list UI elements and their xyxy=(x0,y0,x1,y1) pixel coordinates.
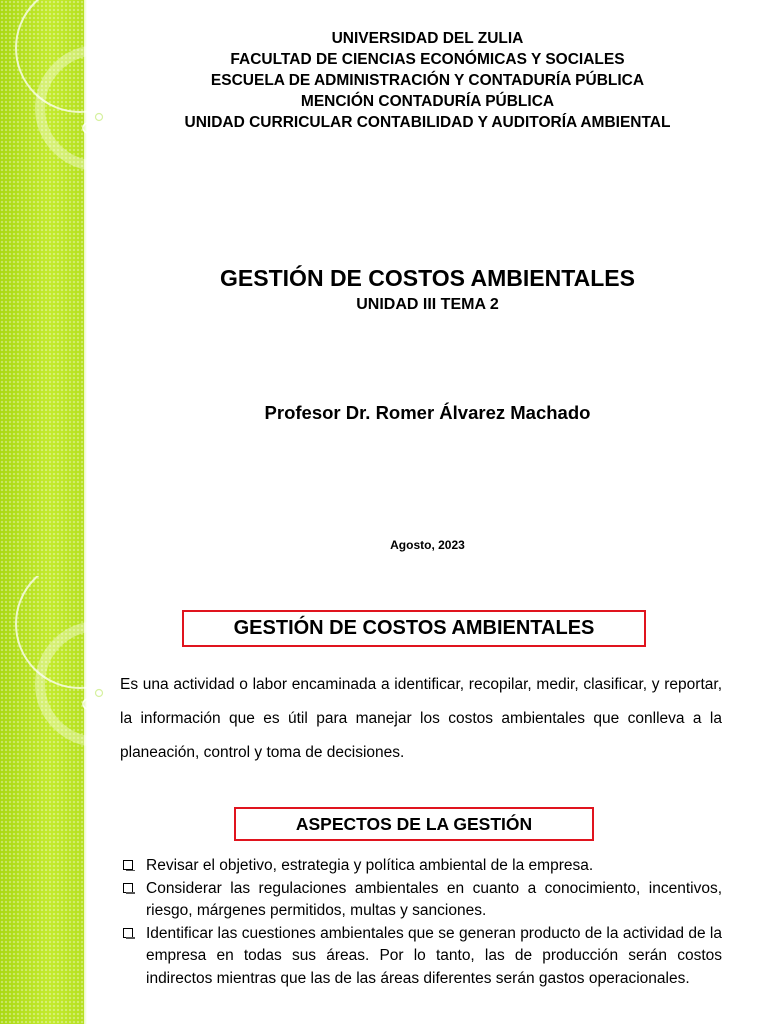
list-item xyxy=(120,878,722,923)
presentation-title: GESTIÓN DE COSTOS AMBIENTALES xyxy=(220,265,635,291)
checkbox-bullet-icon xyxy=(123,883,133,893)
list-item-text: Revisar el objetivo, estrategia y política ambiental de la empresa. xyxy=(146,857,594,874)
content-slide xyxy=(0,576,768,1024)
checkbox-bullet-icon xyxy=(123,928,133,938)
checkbox-bullet-icon xyxy=(123,860,133,870)
list-item-text: Considerar las regulaciones ambientales en cuanto a conocimiento, incentivos, riesgo, márgenes permitidos, multas y sanciones. xyxy=(146,879,722,919)
aspects-list xyxy=(120,855,722,990)
section-heading-gestion: GESTIÓN DE COSTOS AMBIENTALES xyxy=(182,610,646,647)
presentation-subtitle: UNIDAD III TEMA 2 xyxy=(356,296,499,313)
faculty-name: FACULTAD DE CIENCIAS ECONÓMICAS Y SOCIALES xyxy=(230,51,625,68)
decorative-circles xyxy=(0,576,140,1024)
curricular-unit: UNIDAD CURRICULAR CONTABILIDAD Y AUDITORÍA AMBIENTAL xyxy=(184,114,671,131)
list-item-text: Identificar las cuestiones ambientales que se generan producto de la actividad de la empresa en todas sus áreas. Por lo tanto, las de producción serán costos indirectos mientras que las de las áreas diferentes serán gastos operacionales. xyxy=(146,924,722,987)
mention-name: MENCIÓN CONTADURÍA PÚBLICA xyxy=(300,93,555,110)
list-item xyxy=(120,923,722,991)
university-name: UNIVERSIDAD DEL ZULIA xyxy=(331,30,524,47)
section-heading-aspectos: ASPECTOS DE LA GESTIÓN xyxy=(234,807,594,841)
presentation-date: Agosto, 2023 xyxy=(390,538,465,552)
school-name: ESCUELA DE ADMINISTRACIÓN Y CONTADURÍA PÚBLICA xyxy=(210,72,645,89)
professor-name: Profesor Dr. Romer Álvarez Machado xyxy=(264,402,591,423)
definition-paragraph: Es una actividad o labor encaminada a identificar, recopilar, medir, clasificar, y reportar, la información que es útil para manejar los costos ambientales que conlleva a la planeación, control y toma de decisiones. xyxy=(120,676,722,761)
list-item xyxy=(120,855,722,878)
institution-header xyxy=(87,28,768,133)
